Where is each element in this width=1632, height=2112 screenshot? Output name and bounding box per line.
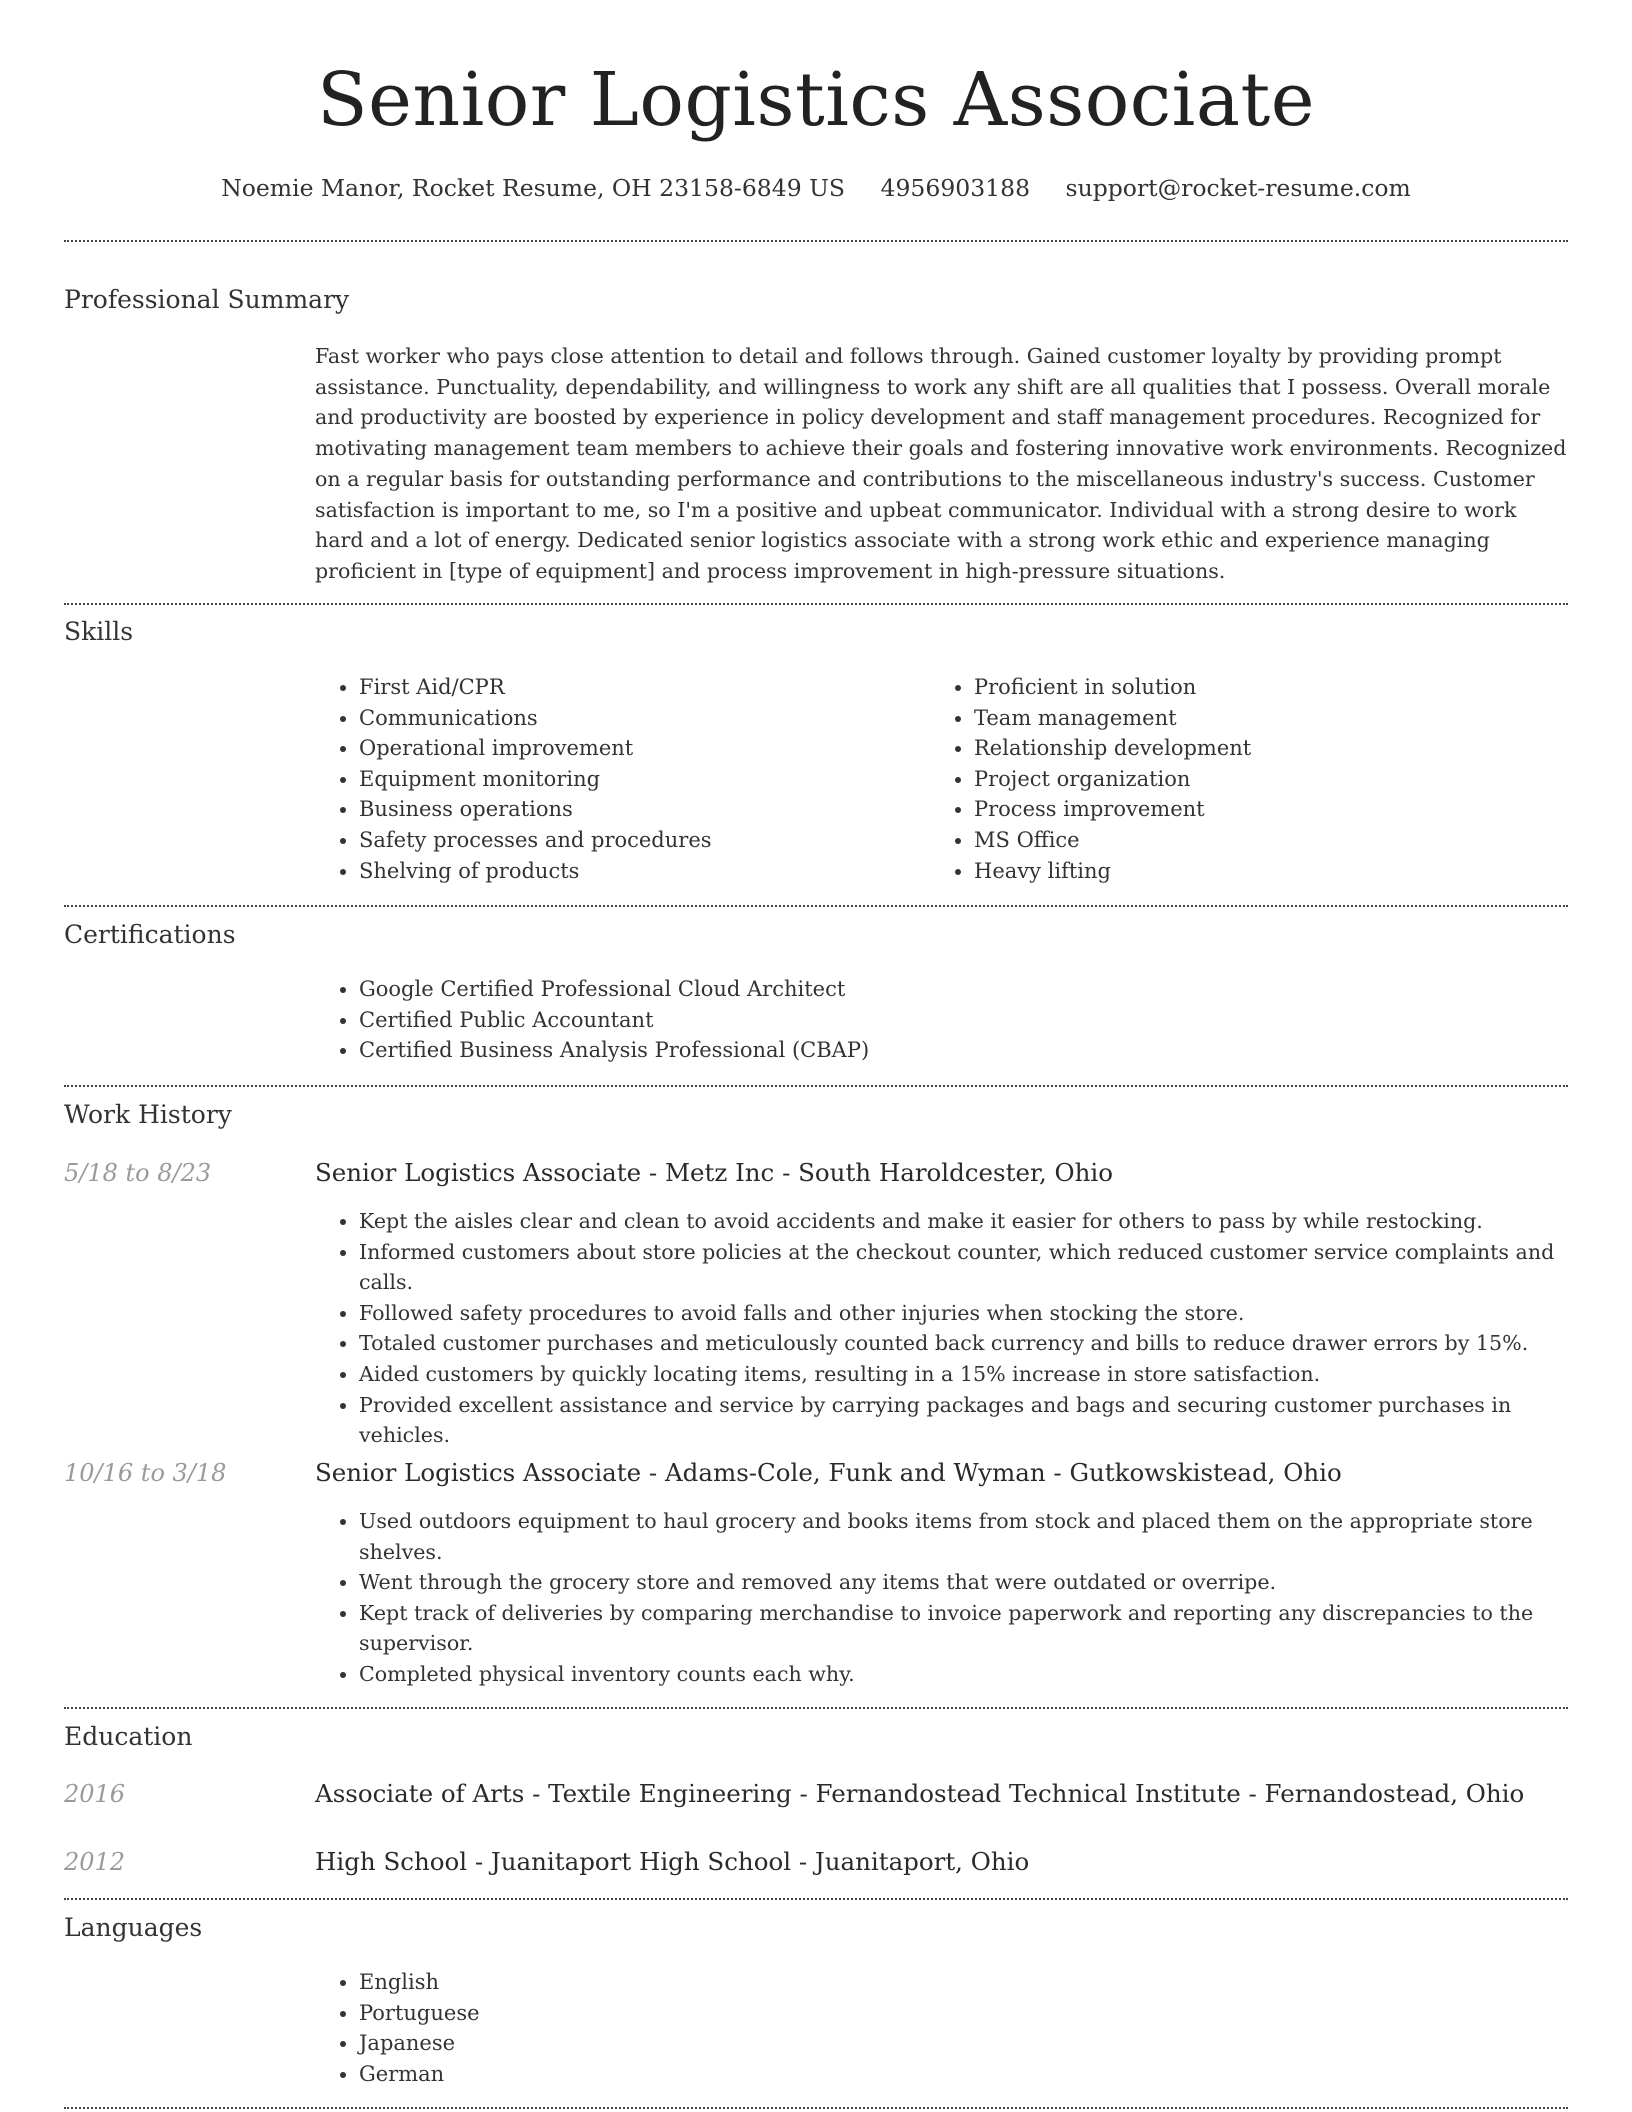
list-item: • Shelving of products (359, 856, 915, 887)
list-item: • Business operations (359, 794, 915, 825)
list-item: • Aided customers by quickly locating items, resulting in a 15% increase in store satisfaction. (359, 1359, 1575, 1390)
education-year: 2016 (64, 1780, 126, 1808)
list-item: • Provided excellent assistance and service by carrying packages and bags and securing customer purchases in vehicles. (359, 1390, 1575, 1451)
list-item: • Used outdoors equipment to haul grocery and books items from stock and placed them on the appropriate store shelves. (359, 1506, 1575, 1567)
list-item: • First Aid/CPR (359, 672, 915, 703)
list-item: • Kept the aisles clear and clean to avoid accidents and make it easier for others to pass by while restocking. (359, 1206, 1575, 1237)
section-divider (64, 905, 1568, 907)
list-item: • Process improvement (974, 794, 1530, 825)
job-dates: 5/18 to 8/23 (64, 1159, 212, 1187)
list-item: • Relationship development (974, 733, 1530, 764)
contact-email: support@rocket-resume.com (1065, 174, 1411, 202)
contact-address: Noemie Manor, Rocket Resume, OH 23158-6849 US (221, 174, 846, 202)
list-item: • Team management (974, 703, 1530, 734)
job-dates: 10/16 to 3/18 (64, 1459, 227, 1487)
list-item: • Japanese (359, 2028, 915, 2059)
contact-line (64, 170, 1568, 206)
skills-heading: Skills (64, 617, 134, 646)
skills-list-right (930, 672, 1530, 886)
list-item: • Equipment monitoring (359, 764, 915, 795)
languages-heading: Languages (64, 1913, 203, 1942)
list-item: • Communications (359, 703, 915, 734)
list-item: • Completed physical inventory counts each why. (359, 1659, 1575, 1690)
list-item: • German (359, 2059, 915, 2090)
section-divider (64, 240, 1568, 242)
summary-text: Fast worker who pays close attention to detail and follows through. Gained customer loyalty by providing prompt assistance. Punctuality, dependability, and willingness to work any shift are all qualities that I possess. Overall morale and productivity are boosted by experience in policy development and staff management procedures. Recognized for motivating management team members to achieve their goals and fostering innovative work environments. Recognized on a regular basis for outstanding performance and contributions to the miscellaneous industry's success. Customer satisfaction is important to me, so I'm a positive and upbeat communicator. Individual with a strong desire to work hard and a lot of energy. Dedicated senior logistics associate with a strong work ethic and experience managing proficient in [type of equipment] and process improvement in high-pressure situations. (315, 344, 1567, 583)
certifications-list (315, 974, 1315, 1066)
education-detail: High School - Juanitaport High School - Juanitaport, Ohio (315, 1847, 1030, 1876)
list-item: • Totaled customer purchases and meticulously counted back currency and bills to reduce drawer errors by 15%. (359, 1328, 1575, 1359)
list-item: • Google Certified Professional Cloud Architect (359, 974, 1315, 1005)
list-item: • Safety processes and procedures (359, 825, 915, 856)
section-divider (64, 1085, 1568, 1087)
languages-list (315, 1967, 915, 2089)
list-item: • Project organization (974, 764, 1530, 795)
list-item: • Followed safety procedures to avoid falls and other injuries when stocking the store. (359, 1298, 1575, 1329)
summary-heading: Professional Summary (64, 285, 350, 314)
work-history-heading: Work History (64, 1100, 232, 1129)
resume-title: Senior Logistics Associate (316, 57, 1316, 143)
certifications-heading: Certifications (64, 920, 236, 949)
list-item: • Certified Public Accountant (359, 1005, 1315, 1036)
list-item: • Proficient in solution (974, 672, 1530, 703)
list-item: • Went through the grocery store and removed any items that were outdated or overripe. (359, 1567, 1575, 1598)
job-bullets (315, 1506, 1575, 1690)
section-divider (64, 1707, 1568, 1709)
job-title: Senior Logistics Associate - Metz Inc - South Haroldcester, Ohio (315, 1158, 1113, 1187)
section-divider (64, 1898, 1568, 1900)
list-item: • Operational improvement (359, 733, 915, 764)
resume-page (64, 0, 1568, 2112)
contact-phone: 4956903188 (880, 174, 1031, 202)
education-detail: Associate of Arts - Textile Engineering - Fernandostead Technical Institute - Fernandostead, Ohio (315, 1779, 1525, 1808)
list-item: • Informed customers about store policies at the checkout counter, which reduced customer service complaints and calls. (359, 1237, 1575, 1298)
list-item: • MS Office (974, 825, 1530, 856)
skills-list-left (315, 672, 915, 886)
section-divider (64, 2107, 1568, 2109)
job-bullets (315, 1206, 1575, 1451)
section-divider (64, 603, 1568, 605)
list-item: • Kept track of deliveries by comparing merchandise to invoice paperwork and reporting any discrepancies to the supervisor. (359, 1598, 1575, 1659)
list-item: • Certified Business Analysis Professional (CBAP) (359, 1035, 1315, 1066)
list-item: • English (359, 1967, 915, 1998)
list-item: • Heavy lifting (974, 856, 1530, 887)
list-item: • Portuguese (359, 1998, 915, 2029)
education-year: 2012 (64, 1848, 126, 1876)
job-title: Senior Logistics Associate - Adams-Cole, Funk and Wyman - Gutkowskistead, Ohio (315, 1458, 1342, 1487)
education-heading: Education (64, 1722, 193, 1751)
